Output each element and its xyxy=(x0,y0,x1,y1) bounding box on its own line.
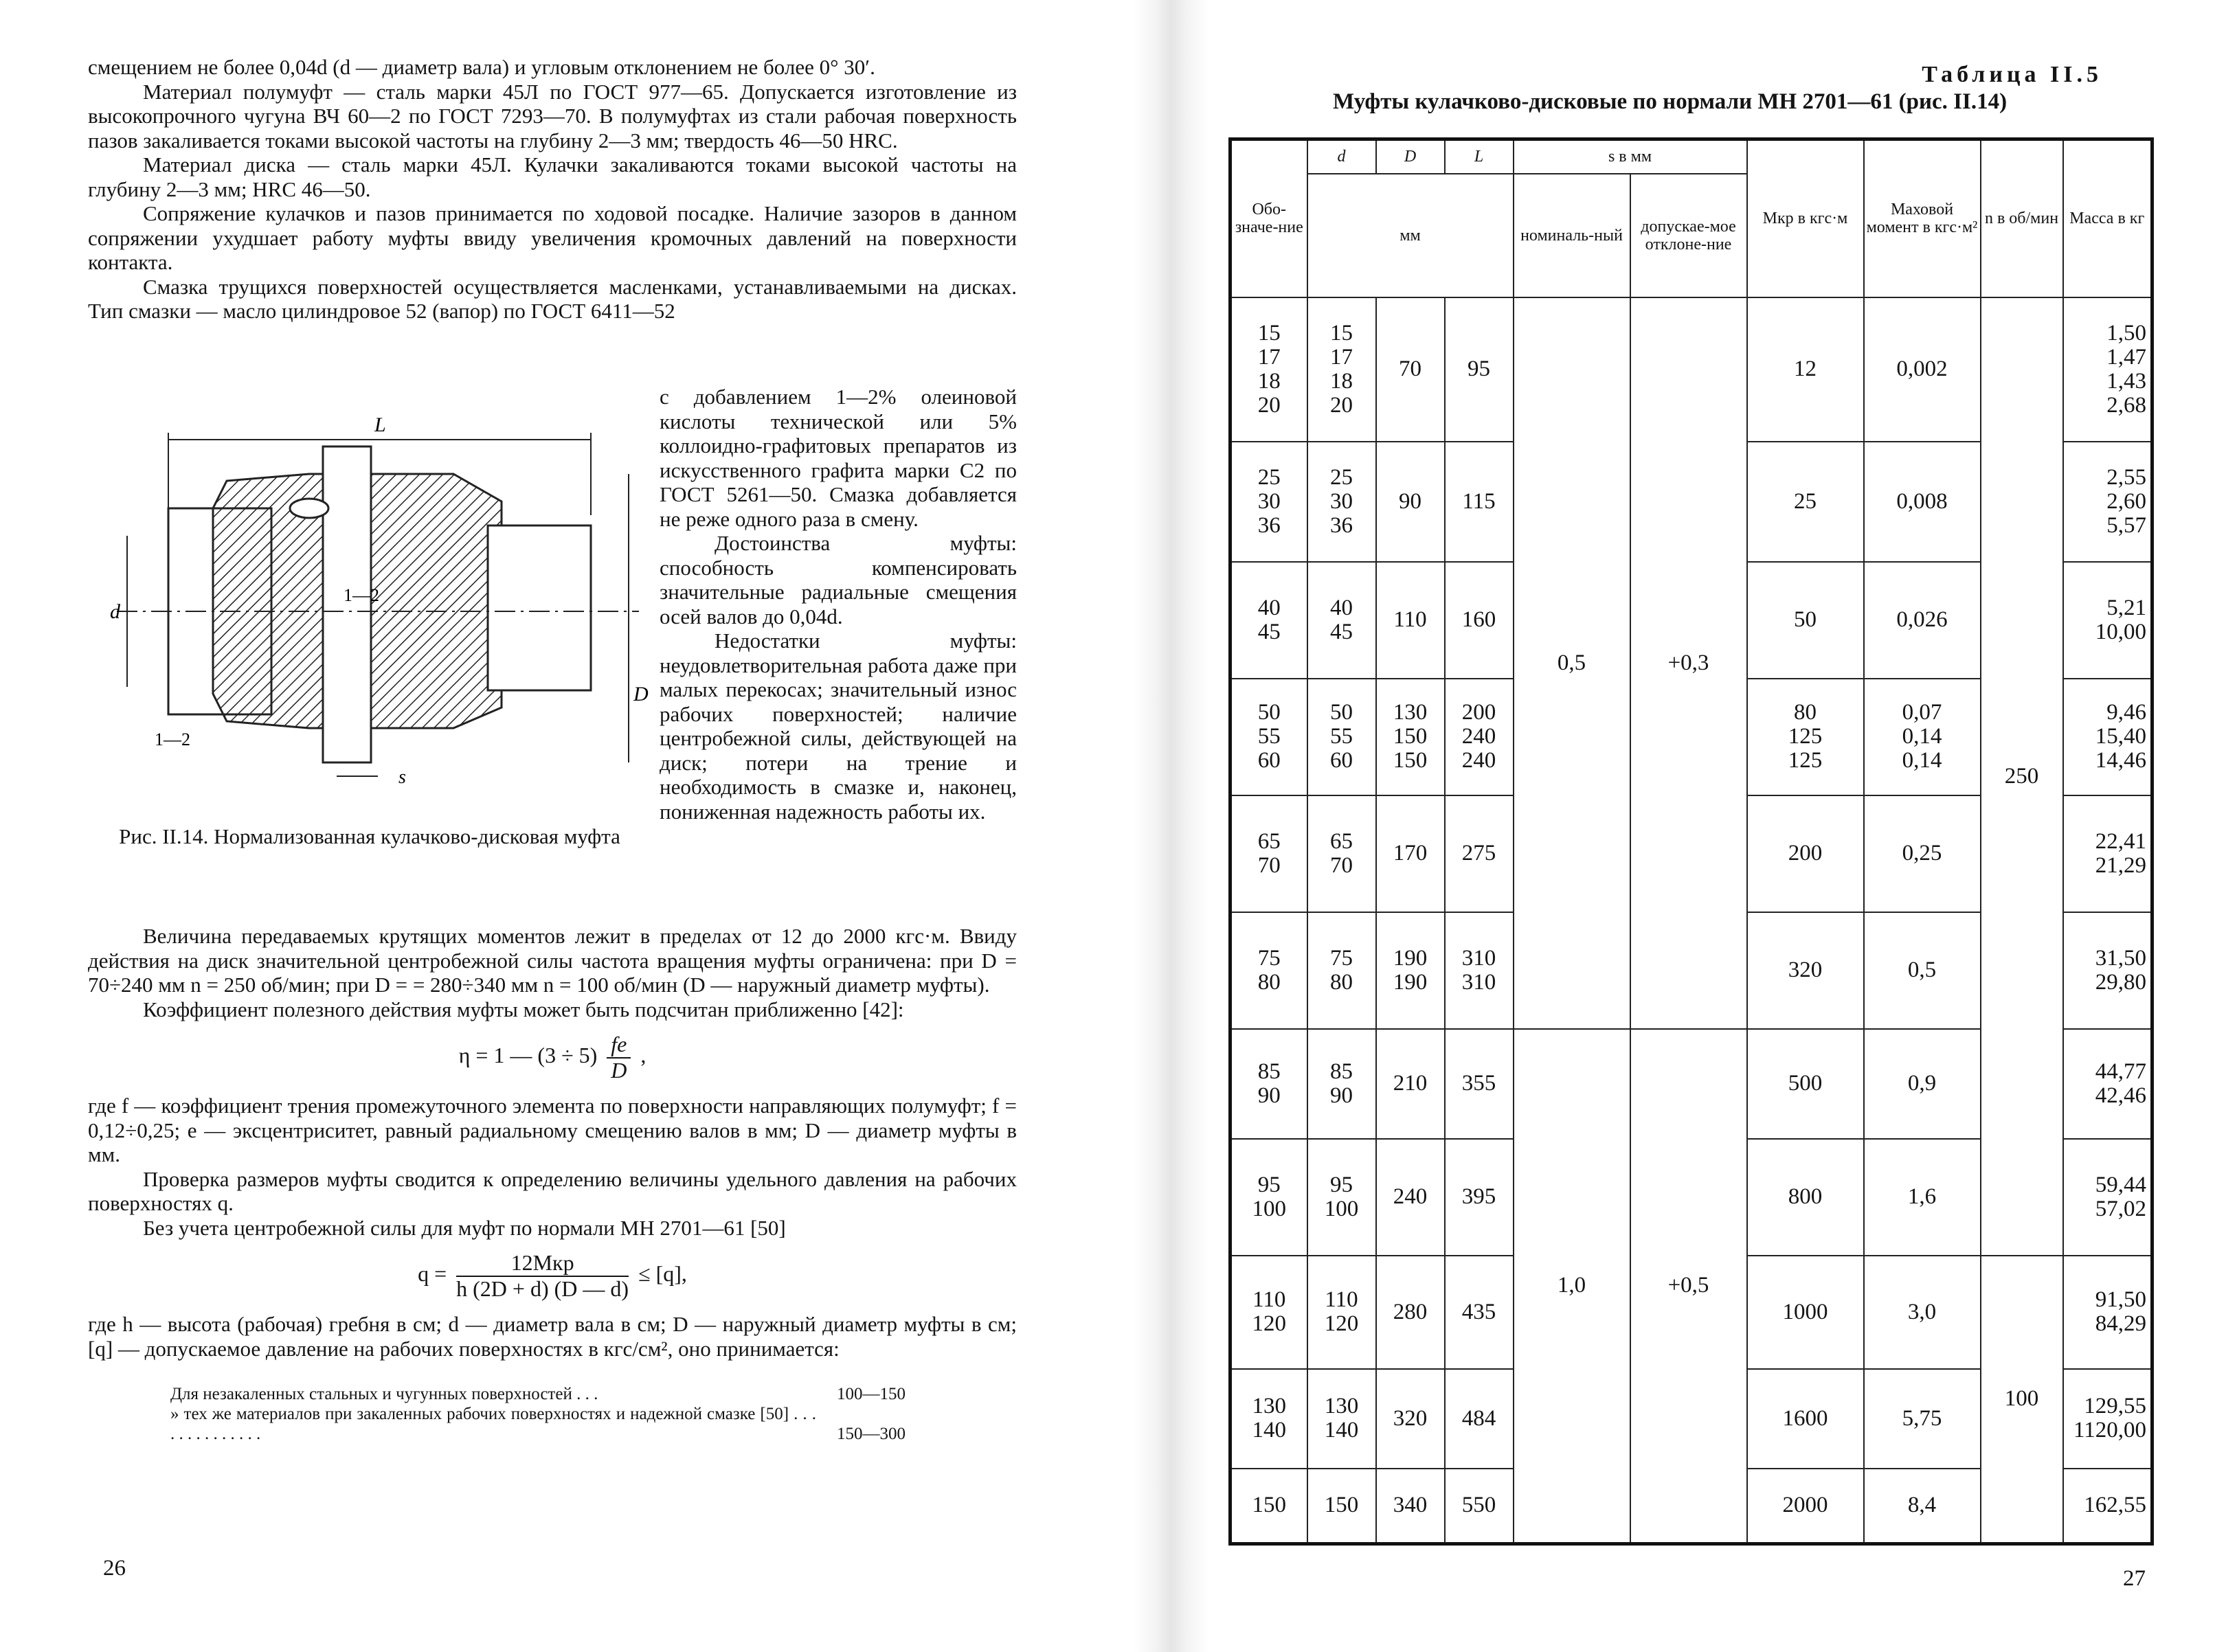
table-cell: 40 45 xyxy=(1307,562,1376,679)
table-cell-nominal: 0,5 xyxy=(1514,297,1630,1029)
table-cell: 15 17 18 20 xyxy=(1230,297,1307,442)
paragraph: где f — коэффициент трения промежуточного элемента по поверхности направляющих полумуфт; f = 0,12÷0,25; e — эксцентриситет, равный радиальному смещению валов в мм; D — диаметр муфты в мм. xyxy=(88,1094,1017,1166)
formula-pressure: q = $\frac{\text{12Mкр}}{h (2D + d) (D — d)}$ ≤ [q], xyxy=(418,1250,687,1301)
paragraph: Величина передаваемых крутящих моментов лежит в пределах от 12 до 2000 кгс·м. Ввиду действия на диск значительной центробежной силы частота вращения муфты ограничена: при D = 70÷240 мм n = 250 об/мин; при D = = 280÷340 мм n = 100 об/мин (D — наружный диаметр муфты). xyxy=(88,924,1017,997)
paragraph: Коэффициент полезного действия муфты может быть подсчитан приближенно [42]: xyxy=(143,997,904,1021)
header-speed: n в об/мин xyxy=(1981,139,2063,297)
table-cell: 0,5 xyxy=(1864,912,1981,1029)
paragraph: Достоинства муфты: способность компенсировать значительные радиальные смещения осей валов до 0,04d. xyxy=(660,531,1017,629)
table-cell: 1000 xyxy=(1747,1256,1864,1369)
paragraph: Без учета центробежной силы для муфт по нормали МН 2701—61 [50] xyxy=(143,1215,786,1240)
table-cell-tolerance: +0,3 xyxy=(1630,297,1747,1029)
table-cell: 200 240 240 xyxy=(1445,679,1514,795)
list-item: » тех же материалов при закаленных рабочих поверхностях и надежной смазке [50] . . . . . . . . . . . . . . 150—300 xyxy=(170,1405,906,1443)
table-cell: 355 xyxy=(1445,1029,1514,1139)
table-cell: 210 xyxy=(1376,1029,1445,1139)
paragraph: с добавлением 1—2% олеиновой кислоты технической или 5% коллоидно-графитовых препаратов из искусственного графита марки С2 по ГОСТ 5261—50. Смазка добавляется не реже одного раза в смену. xyxy=(660,385,1017,531)
table-cell: 130 140 xyxy=(1307,1369,1376,1469)
paragraph: Материал полумуфт — сталь марки 45Л по ГОСТ 977—65. Допускается изготовление из высокопрочного чугуна ВЧ 60—2 по ГОСТ 7293—70. В полумуфтах из стали рабочая поверхность пазов закаливается токами высокой частоты на глубину 2—3 мм; твердость 46—50 HRC. xyxy=(88,79,1017,152)
table-cell-mass: 59,44 57,02 xyxy=(2063,1139,2152,1256)
top-text-block xyxy=(88,55,1017,324)
table-cell: 110 xyxy=(1376,562,1445,679)
formula-efficiency: η = 1 — (3 ÷ 5) $\frac{fe}{D}$ , xyxy=(458,1032,647,1083)
table-cell: 310 310 xyxy=(1445,912,1514,1029)
table-cell: 320 xyxy=(1747,912,1864,1029)
table-cell: 15 17 18 20 xyxy=(1307,297,1376,442)
table-cell: 95 100 xyxy=(1230,1139,1307,1256)
table-cell: 240 xyxy=(1376,1139,1445,1256)
page-number: 26 xyxy=(103,1556,126,1581)
table-cell: 0,25 xyxy=(1864,795,1981,912)
table-cell: 12 xyxy=(1747,297,1864,442)
right-shaft xyxy=(488,525,591,690)
table-cell: 95 xyxy=(1445,297,1514,442)
header-s-group: s в мм xyxy=(1514,139,1747,174)
table-cell: 40 45 xyxy=(1230,562,1307,679)
header-d: d xyxy=(1307,139,1376,174)
list-item: Для незакаленных стальных и чугунных поверхностей . . . 100—150 xyxy=(170,1385,906,1403)
table-cell-mass: 22,41 21,29 xyxy=(2063,795,2152,912)
table-cell-mass: 31,50 29,80 xyxy=(2063,912,2152,1029)
paragraph: Проверка размеров муфты сводится к определению величины удельного давления на рабочих поверхностях q. xyxy=(88,1166,1017,1215)
table-cell: 0,008 xyxy=(1864,442,1981,562)
table-cell: 25 30 36 xyxy=(1307,442,1376,562)
paragraph: смещением не более 0,04d (d — диаметр вала) и угловым отклонением не более 0° 30′. xyxy=(88,55,875,79)
table-label: Таблица II.5 xyxy=(1922,62,2102,87)
table-cell: 5,75 xyxy=(1864,1369,1981,1469)
header-D: D xyxy=(1376,139,1445,174)
header-mass: Масса в кг xyxy=(2063,139,2152,297)
table-cell: 3,0 xyxy=(1864,1256,1981,1369)
table-cell: 280 xyxy=(1376,1256,1445,1369)
header-mm: мм xyxy=(1307,174,1514,297)
pressure-values-list xyxy=(170,1384,906,1444)
table-cell: 50 55 60 xyxy=(1230,679,1307,795)
header-torque: Mкр в кгс·м xyxy=(1747,139,1864,297)
table-cell: 160 xyxy=(1445,562,1514,679)
header-designation: Обо-значе-ние xyxy=(1230,139,1307,297)
label-l: L xyxy=(374,414,386,436)
left-page xyxy=(0,0,1072,1652)
header-tolerance: допускае-мое отклоне-ние xyxy=(1630,174,1747,297)
table-cell: 1600 xyxy=(1747,1369,1864,1469)
paragraph: где h — высота (рабочая) гребня в см; d — диаметр вала в см; D — наружный диаметр муфты в см; [q] — допускаемое давление на рабочих поверхностях в кгс/см², оно принимается: xyxy=(88,1312,1017,1361)
table-cell-mass: 2,55 2,60 5,57 xyxy=(2063,442,2152,562)
table-cell-speed: 250 xyxy=(1981,297,2063,1256)
table-cell: 0,07 0,14 0,14 xyxy=(1864,679,1981,795)
table-cell-mass: 5,21 10,00 xyxy=(2063,562,2152,679)
coupling-table xyxy=(1228,137,2154,1546)
table-cell: 130 150 150 xyxy=(1376,679,1445,795)
table-cell: 110 120 xyxy=(1230,1256,1307,1369)
table-cell: 75 80 xyxy=(1230,912,1307,1029)
oiler xyxy=(290,499,328,518)
wrapped-text-block xyxy=(660,385,1017,824)
table-cell: 95 100 xyxy=(1307,1139,1376,1256)
header-L: L xyxy=(1445,139,1514,174)
table-cell: 395 xyxy=(1445,1139,1514,1256)
table-cell-mass: 162,55 xyxy=(2063,1469,2152,1544)
table-cell-tolerance: +0,5 xyxy=(1630,1029,1747,1544)
table-cell: 484 xyxy=(1445,1369,1514,1469)
table-cell: 110 120 xyxy=(1307,1256,1376,1369)
table-cell: 150 xyxy=(1307,1469,1376,1544)
header-nominal: номиналь-ный xyxy=(1514,174,1630,297)
page-number: 27 xyxy=(2123,1566,2146,1591)
table-cell: 200 xyxy=(1747,795,1864,912)
table-cell: 85 90 xyxy=(1307,1029,1376,1139)
table-cell: 340 xyxy=(1376,1469,1445,1544)
paragraph: Материал диска — сталь марки 45Л. Кулачки закаливаются токами высокой частоты на глубину 2—3 мм; HRC 46—50. xyxy=(88,152,1017,201)
table-cell-mass: 129,55 1120,00 xyxy=(2063,1369,2152,1469)
table-cell: 80 125 125 xyxy=(1747,679,1864,795)
table-cell: 0,002 xyxy=(1864,297,1981,442)
table-cell: 320 xyxy=(1376,1369,1445,1469)
header-inertia: Маховой момент в кгс·м² xyxy=(1864,139,1981,297)
table-cell-nominal: 1,0 xyxy=(1514,1029,1630,1544)
table-cell: 0,9 xyxy=(1864,1029,1981,1139)
table-cell: 2000 xyxy=(1747,1469,1864,1544)
table-cell: 65 70 xyxy=(1230,795,1307,912)
right-hub xyxy=(371,474,502,728)
label-s: s xyxy=(398,767,406,788)
paragraph: Недостатки муфты: неудовлетворительная работа даже при малых перекосах; значительный износ рабочих поверхностей; наличие центробежной силы, действующей на диск; потери на трение и необходимость в смазке и, наконец, пониженная надежность работы их. xyxy=(660,629,1017,824)
table-cell: 65 70 xyxy=(1307,795,1376,912)
table-cell: 130 140 xyxy=(1230,1369,1307,1469)
table-cell: 50 55 60 xyxy=(1307,679,1376,795)
table-cell: 800 xyxy=(1747,1139,1864,1256)
table-cell-speed: 100 xyxy=(1981,1256,2063,1544)
section-mark: 1—2 xyxy=(344,585,379,605)
table-cell: 8,4 xyxy=(1864,1469,1981,1544)
table-cell: 550 xyxy=(1445,1469,1514,1544)
table-cell: 85 90 xyxy=(1230,1029,1307,1139)
table-title: Муфты кулачково-дисковые по нормали МН 2701—61 (рис. II.14) xyxy=(1333,89,2008,114)
table-cell: 275 xyxy=(1445,795,1514,912)
table-cell-mass: 1,50 1,47 1,43 2,68 xyxy=(2063,297,2152,442)
table-cell: 25 xyxy=(1747,442,1864,562)
table-cell: 25 30 36 xyxy=(1230,442,1307,562)
coupling-drawing xyxy=(103,405,653,790)
figure-caption: Рис. II.14. Нормализованная кулачково-дисковая муфта xyxy=(119,824,620,848)
paragraph: Сопряжение кулачков и пазов принимается по ходовой посадке. Наличие зазоров в данном сопряжении ухудшает работу муфты ввиду увеличения кромочных давлений на поверхности контакта. xyxy=(88,201,1017,274)
table-cell: 90 xyxy=(1376,442,1445,562)
table-cell: 170 xyxy=(1376,795,1445,912)
table-cell: 70 xyxy=(1376,297,1445,442)
lower-text-block xyxy=(88,924,1017,1444)
table-cell: 1,6 xyxy=(1864,1139,1981,1256)
table-cell-mass: 44,77 42,46 xyxy=(2063,1029,2152,1139)
paragraph: Смазка трущихся поверхностей осуществляется масленками, устанавливаемыми на дисках. Тип смазки — масло цилиндровое 52 (вапор) по ГОСТ 6411—52 xyxy=(88,274,1017,323)
section-mark: 1—2 xyxy=(155,729,190,749)
label-D: D xyxy=(633,683,649,705)
table-row xyxy=(1230,297,2152,442)
table-cell: 150 xyxy=(1230,1469,1307,1544)
table-cell: 0,026 xyxy=(1864,562,1981,679)
table-cell: 50 xyxy=(1747,562,1864,679)
right-page xyxy=(1072,0,2226,1652)
table-cell: 190 190 xyxy=(1376,912,1445,1029)
table-cell: 500 xyxy=(1747,1029,1864,1139)
table-cell-mass: 9,46 15,40 14,46 xyxy=(2063,679,2152,795)
table-cell-mass: 91,50 84,29 xyxy=(2063,1256,2152,1369)
table-cell: 435 xyxy=(1445,1256,1514,1369)
table-cell: 75 80 xyxy=(1307,912,1376,1029)
label-d: d xyxy=(110,600,120,623)
table-cell: 115 xyxy=(1445,442,1514,562)
table-body xyxy=(1230,297,2152,1544)
